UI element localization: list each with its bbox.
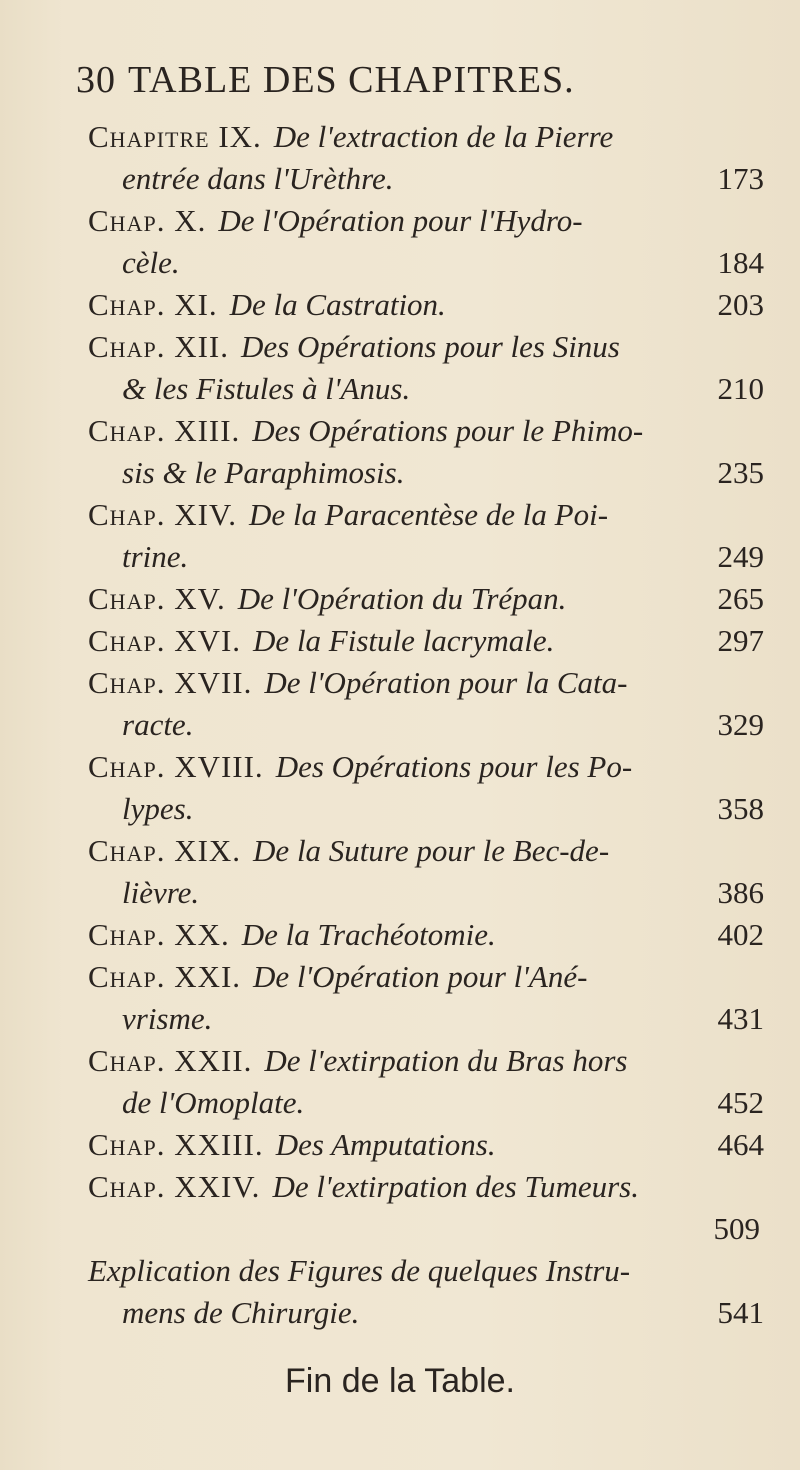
toc-entry-first-line [88,620,764,662]
chapter-title: racte. [122,707,194,742]
page-reference: 297 [717,623,764,658]
chapter-title: Des Opérations pour les Sinus [240,329,620,364]
chapter-title: De l'extraction de la Pierre [273,119,614,154]
chapter-number: Chap. XVIII. [88,749,264,784]
toc-entry-continuation [88,704,764,746]
table-of-contents [88,116,764,1334]
page-reference: 265 [717,581,764,616]
chapter-number: Chap. XX. [88,917,230,952]
chapter-title: trine. [122,539,189,574]
chapter-title: Des Opérations pour les Po- [275,749,633,784]
chapter-number: Chap. XIV. [88,497,238,532]
chapter-title: Des Opérations pour le Phimo- [252,413,644,448]
chapter-title: lièvre. [122,875,200,910]
chapter-title: De l'extirpation du Bras hors [264,1043,628,1078]
toc-entry [88,746,764,830]
page-reference: 431 [717,1001,764,1036]
chapter-number: Chap. XVI. [88,623,242,658]
end-note: Fin de la Table. [285,1362,515,1400]
page-reference: 541 [717,1295,764,1330]
toc-entry-first-line [88,830,764,872]
chapter-title: De la Suture pour le Bec-de- [253,833,610,868]
chapter-number: Chap. XXI. [88,959,242,994]
toc-entry-first-line [88,410,764,452]
toc-entry-continuation [88,242,764,284]
toc-entry-first-line [88,200,764,242]
chapter-title: De la Fistule lacrymale. [253,623,555,658]
chapter-title: cèle. [122,245,180,280]
toc-entry-first-line [88,662,764,704]
chapter-number: Chap. XXIII. [88,1127,264,1162]
toc-entry-first-line [88,116,764,158]
toc-entry-continuation [88,788,764,830]
page-reference: 452 [717,1085,764,1120]
chapter-title: De l'Opération pour l'Ané- [253,959,588,994]
toc-entry-first-line [88,914,764,956]
toc-entry-first-line [88,956,764,998]
page-reference: 184 [717,245,764,280]
toc-entry-continuation [88,452,764,494]
toc-entry [88,662,764,746]
toc-entry [88,956,764,1040]
chapter-number: Chap. XVII. [88,665,253,700]
page-reference: 509 [713,1211,760,1246]
chapter-number: Chap. X. [88,203,207,238]
chapter-title: Des Amputations. [275,1127,496,1162]
page-reference: 464 [717,1127,764,1162]
toc-entry-first-line [88,326,764,368]
toc-entry-first-line [88,578,764,620]
chapter-title: De l'extirpation des Tumeurs. [272,1169,639,1204]
chapter-title: sis & le Paraphimosis. [122,455,405,490]
page-reference: 249 [717,539,764,574]
chapter-title: mens de Chirurgie. [122,1295,360,1330]
chapter-number: Chap. XIX. [88,833,242,868]
toc-entry-continuation [88,368,764,410]
toc-entry-continuation [88,158,764,200]
toc-entry [88,284,764,326]
toc-entry [88,578,764,620]
chapter-title: De l'Opération pour l'Hydro- [218,203,583,238]
chapter-title: De la Castration. [229,287,446,322]
toc-entry [88,1250,764,1334]
page-number: 30 [76,59,116,101]
page-reference: 235 [717,455,764,490]
chapter-title: De la Trachéotomie. [241,917,496,952]
toc-entry-continuation [88,1292,764,1334]
page-reference: 173 [717,161,764,196]
toc-entry [88,200,764,284]
toc-entry [88,620,764,662]
toc-entry-continuation [88,872,764,914]
chapter-title: De la Paracentèse de la Poi- [249,497,609,532]
toc-entry-first-line [88,1124,764,1166]
chapter-title: Explication des Figures de quelques Instru- [88,1253,631,1288]
page-reference: 203 [717,287,764,322]
toc-entry-continuation [88,536,764,578]
chapter-number: Chap. XIII. [88,413,241,448]
toc-entry-first-line [88,494,764,536]
page-title: TABLE DES CHAPITRES. [128,59,575,101]
chapter-title: lypes. [122,791,194,826]
chapter-number: Chap. XII. [88,329,229,364]
toc-entry-first-line [88,1250,764,1292]
page-reference: 329 [717,707,764,742]
toc-entry-first-line [88,1166,764,1208]
toc-entry [88,494,764,578]
toc-entry [88,830,764,914]
chapter-title: & les Fistules à l'Anus. [122,371,411,406]
toc-entry [88,1166,764,1250]
toc-entry-continuation [88,1082,764,1124]
page-reference: 402 [717,917,764,952]
toc-entry [88,326,764,410]
chapter-title: De l'Opération du Trépan. [237,581,567,616]
toc-entry-first-line [88,1040,764,1082]
chapter-title: de l'Omoplate. [122,1085,305,1120]
toc-entry [88,1040,764,1124]
page-reference: 386 [717,875,764,910]
toc-entry [88,1124,764,1166]
chapter-number: Chapitre IX. [88,119,262,154]
page-reference: 210 [717,371,764,406]
toc-entry [88,914,764,956]
chapter-number: Chap. XXIV. [88,1169,261,1204]
toc-entry [88,116,764,200]
chapter-title: De l'Opération pour la Cata- [264,665,628,700]
toc-entry-first-line [88,284,764,326]
page-reference: 358 [717,791,764,826]
toc-entry-first-line [88,746,764,788]
chapter-number: Chap. XXII. [88,1043,253,1078]
chapter-title: entrée dans l'Urèthre. [122,161,394,196]
chapter-number: Chap. XV. [88,581,226,616]
page-header [76,58,736,102]
chapter-title: vrisme. [122,1001,213,1036]
toc-entry [88,410,764,494]
chapter-number: Chap. XI. [88,287,218,322]
toc-entry-continuation [88,998,764,1040]
